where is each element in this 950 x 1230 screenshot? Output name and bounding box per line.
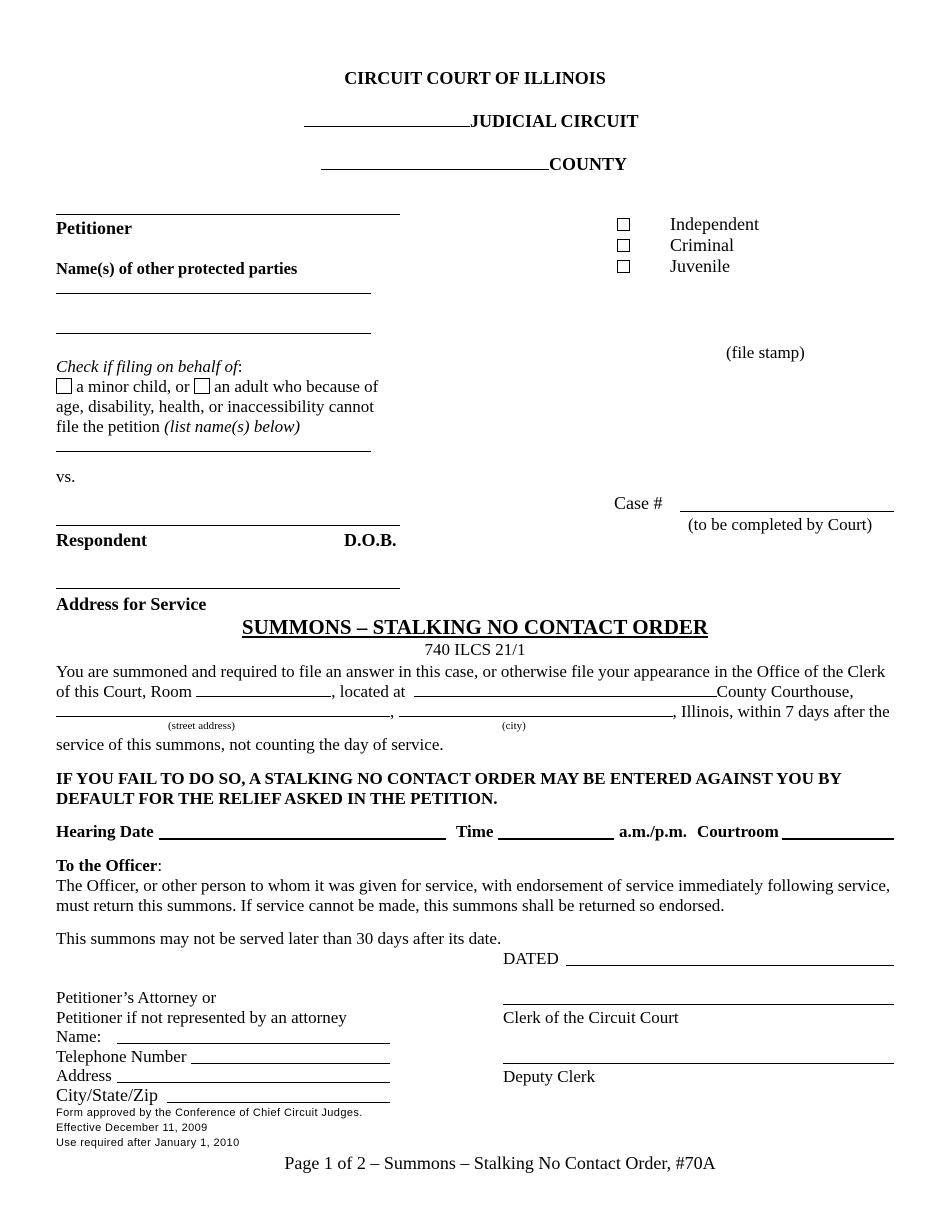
- footer-effective: Effective December 11, 2009: [56, 1122, 208, 1134]
- time-blank[interactable]: [498, 838, 614, 840]
- warning-line-1: IF YOU FAIL TO DO SO, A STALKING NO CONTACT ORDER MAY BE ENTERED AGAINST YOU BY: [56, 769, 842, 788]
- behalf-options-line: [56, 377, 378, 397]
- hearing-date-blank[interactable]: [159, 838, 446, 840]
- case-number-note: (to be completed by Court): [688, 515, 873, 534]
- attorney-name-blank[interactable]: [117, 1043, 390, 1044]
- warning-line-2: DEFAULT FOR THE RELIEF ASKED IN THE PETITION.: [56, 789, 498, 808]
- summons-line-1: You are summoned and required to file an answer in this case, or otherwise file your appearance in the Office of the Clerk: [56, 662, 886, 681]
- behalf-label: Check if filing on behalf of:: [56, 357, 243, 376]
- independent-checkbox[interactable]: [617, 218, 630, 231]
- clerk-label: Clerk of the Circuit Court: [503, 1008, 679, 1027]
- street-address-caption: (street address): [168, 720, 235, 732]
- independent-label: Independent: [670, 214, 759, 234]
- attorney-line-1: Petitioner’s Attorney or: [56, 988, 217, 1007]
- courtroom-blank[interactable]: [782, 838, 894, 840]
- respondent-name-line[interactable]: [56, 525, 400, 526]
- city-blank[interactable]: [399, 716, 673, 717]
- summons-line-3: , , Illinois, within 7 days after the: [56, 702, 890, 722]
- minor-child-label: a minor child, or: [76, 377, 190, 396]
- juvenile-label: Juvenile: [670, 256, 730, 276]
- deputy-signature-line[interactable]: [503, 1063, 894, 1064]
- dated-label: DATED: [503, 949, 559, 968]
- service-address-line[interactable]: [56, 588, 400, 589]
- attorney-phone-blank[interactable]: [191, 1063, 390, 1064]
- location-blank[interactable]: [414, 696, 717, 697]
- clerk-signature-line[interactable]: [503, 1004, 894, 1005]
- dated-blank[interactable]: [566, 965, 894, 966]
- criminal-checkbox[interactable]: [617, 239, 630, 252]
- protected-party-line-2[interactable]: [56, 333, 371, 334]
- vs-label: vs.: [56, 467, 76, 486]
- room-blank[interactable]: [196, 696, 331, 697]
- expiry-notice: This summons may not be served later than 30 days after its date.: [56, 929, 502, 948]
- courtroom-label: Courtroom: [697, 822, 779, 841]
- behalf-line-3: file the petition (list name(s) below): [56, 417, 301, 436]
- hearing-date-label: Hearing Date: [56, 822, 154, 841]
- deputy-label: Deputy Clerk: [503, 1067, 596, 1086]
- protected-party-line-1[interactable]: [56, 293, 371, 294]
- ampm-label: a.m./p.m.: [619, 822, 687, 841]
- street-address-blank[interactable]: [56, 716, 390, 717]
- protected-parties-label: Name(s) of other protected parties: [56, 259, 298, 278]
- attorney-address-label: Address: [56, 1066, 112, 1085]
- case-number-label: Case #: [614, 493, 663, 513]
- attorney-line-2: Petitioner if not represented by an attorney: [56, 1008, 347, 1027]
- statute-citation: 740 ILCS 21/1: [424, 640, 526, 659]
- judicial-circuit-blank[interactable]: [304, 126, 470, 127]
- footer-approved: Form approved by the Conference of Chief Circuit Judges.: [56, 1107, 363, 1119]
- officer-line-2: must return this summons. If service cannot be made, this summons shall be returned so endorsed.: [56, 896, 725, 915]
- attorney-city-label: City/State/Zip: [56, 1085, 158, 1105]
- respondent-label: Respondent: [56, 530, 148, 550]
- petitioner-name-line[interactable]: [56, 214, 400, 215]
- officer-heading: To the Officer:: [56, 856, 163, 875]
- attorney-city-blank[interactable]: [167, 1102, 390, 1103]
- file-stamp-label: (file stamp): [726, 343, 805, 362]
- attorney-address-blank[interactable]: [117, 1082, 390, 1083]
- address-for-service-label: Address for Service: [56, 594, 207, 614]
- dob-label: D.O.B.: [344, 530, 397, 550]
- summons-line-4: service of this summons, not counting the day of service.: [56, 735, 444, 754]
- criminal-label: Criminal: [670, 235, 734, 255]
- officer-line-1: The Officer, or other person to whom it was given for service, with endorsement of service immediately following service,: [56, 876, 891, 895]
- case-number-line[interactable]: [680, 511, 894, 512]
- county-blank[interactable]: [321, 169, 549, 170]
- time-label: Time: [456, 822, 494, 841]
- judicial-circuit-line: [304, 111, 639, 132]
- footer-use-required: Use required after January 1, 2010: [56, 1137, 240, 1149]
- county-line: [321, 154, 627, 175]
- behalf-names-line[interactable]: [56, 451, 371, 452]
- summons-title: SUMMONS – STALKING NO CONTACT ORDER: [241, 615, 709, 639]
- petitioner-label: Petitioner: [56, 218, 132, 238]
- page-footer: Page 1 of 2 – Summons – Stalking No Contact Order, #70A: [284, 1153, 716, 1173]
- court-title: CIRCUIT COURT OF ILLINOIS: [344, 68, 606, 88]
- attorney-name-label: Name:: [56, 1027, 102, 1046]
- adult-checkbox[interactable]: [194, 378, 210, 394]
- adult-label: an adult who because of: [214, 377, 379, 396]
- juvenile-checkbox[interactable]: [617, 260, 630, 273]
- summons-line-2: of this Court, Room , located at County Courthouse,: [56, 682, 854, 701]
- county-label: COUNTY: [549, 154, 628, 174]
- judicial-circuit-label: JUDICIAL CIRCUIT: [470, 111, 639, 131]
- city-caption: (city): [502, 720, 526, 732]
- attorney-phone-label: Telephone Number: [56, 1047, 187, 1066]
- behalf-line-2: age, disability, health, or inaccessibility cannot: [56, 397, 375, 416]
- minor-child-checkbox[interactable]: [56, 378, 72, 394]
